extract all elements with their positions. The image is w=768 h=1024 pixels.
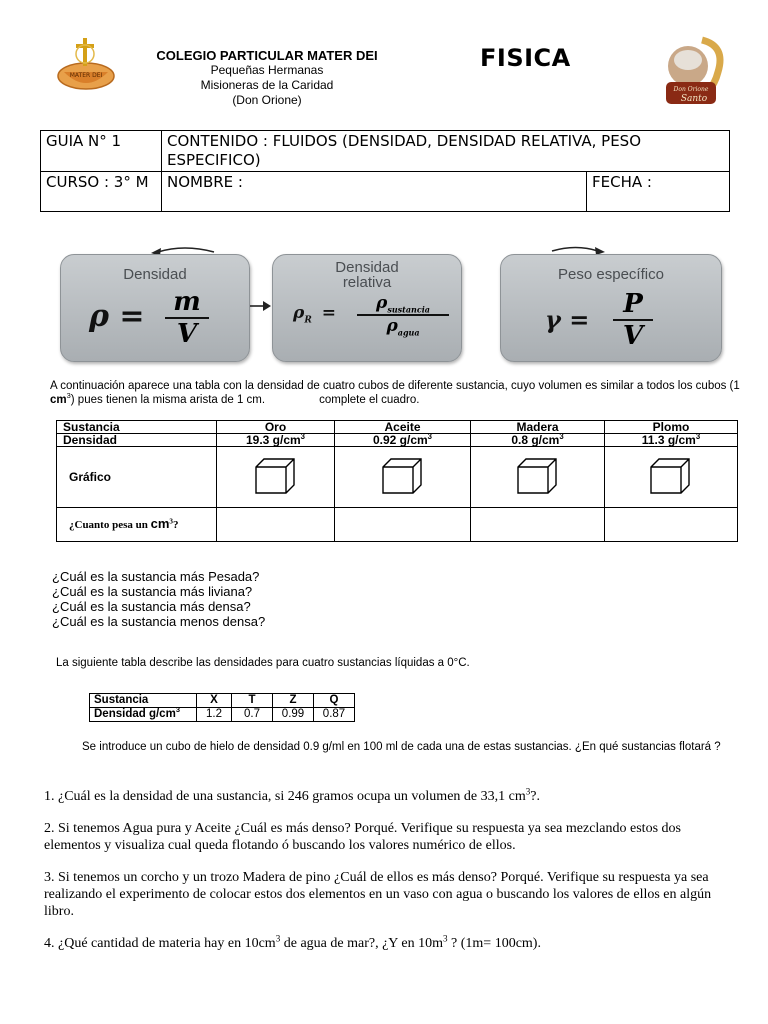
relative-density-formula-box (272, 254, 462, 362)
school-line-2: Pequeñas Hermanas (210, 63, 324, 77)
volume-symbol-2: V (613, 319, 653, 351)
density-madera: 0.8 $g/cm^3$ (471, 434, 605, 447)
density-title: Densidad (123, 266, 187, 283)
question-item: ¿Cuál es la sustancia más densa? (52, 599, 251, 614)
fecha-cell[interactable]: FECHA : (587, 172, 730, 212)
liquids-intro-text: La siguiente tabla describe las densidades para cuatro sustancias líquidas a 0°C. (56, 657, 470, 669)
water-density-symbol: $\rho_{agua}$ (357, 314, 449, 337)
cube-icon (254, 457, 298, 495)
nombre-cell[interactable]: NOMBRE : (162, 172, 587, 212)
rho-symbol: ρ = (89, 299, 145, 334)
guia-cell: GUIA N° 1 (41, 131, 162, 172)
substance-name-plomo: Plomo (605, 421, 738, 434)
substance-name-madera: Madera (471, 421, 605, 434)
contenido-cell: CONTENIDO : FLUIDOS (DENSIDAD, DENSIDAD RELATIVA, PESO ESPECIFICO) (162, 131, 730, 172)
specific-weight-formula-box (500, 254, 722, 362)
weight-answer-plomo[interactable] (605, 508, 738, 542)
substance-name-aceite: Aceite (335, 421, 471, 434)
substance-density-symbol: $\rho_{sustancia}$ (376, 293, 430, 315)
weight-answer-oro[interactable] (217, 508, 335, 542)
density-aceite: 0.92 $g/cm^3$ (335, 434, 471, 447)
cubes-table (56, 420, 738, 542)
school-line-4: (Don Orione) (232, 93, 302, 107)
density-formula-box (60, 254, 250, 362)
weight-symbol: P (623, 289, 643, 319)
row-label-grafico: Gráfico (57, 447, 217, 508)
cube-cell-plomo (605, 447, 738, 508)
cubes-intro-text: A continuación aparece una tabla con la densidad de cuatro cubos de diferente sustancia, cuyo volumen es similar a todos los cubos (1 $cm^3$) pues tienen la misma arista de 1 cm. complete el cuadro. (50, 380, 740, 406)
exercise-2: 2. Si tenemos Agua pura y Aceite ¿Cuál es más denso? Porqué. Verifique su respuesta ya sea mezclando estos dos elementos y visualiza cual queda flotando ó buscando los valores numérico de ellos. (44, 821, 681, 853)
substance-name-oro: Oro (217, 421, 335, 434)
school-line-3: Misioneras de la Caridad (200, 78, 334, 92)
cube-cell-aceite (335, 447, 471, 508)
don-orione-logo (652, 36, 726, 108)
school-logo (52, 32, 120, 98)
liquids-col-label: Sustancia (90, 694, 197, 708)
liquid-name-x: X (197, 694, 232, 708)
relative-density-symbol: $\rho_R$ = (293, 303, 336, 326)
liquids-row-label: Densidad $g/cm^3$ (90, 708, 197, 722)
right-logo-text-2: Santo (680, 94, 708, 104)
arrow-middle-icon (250, 300, 272, 312)
exercises (44, 788, 724, 967)
gamma-symbol: γ = (545, 305, 590, 334)
school-name: COLEGIO PARTICULAR MATER DEI (156, 48, 378, 63)
relative-title-2: relativa (342, 274, 392, 291)
right-logo-text-1: Don Orione (673, 86, 709, 93)
specific-weight-fraction (613, 289, 653, 351)
liquid-name-t: T (232, 694, 273, 708)
relative-density-fraction (357, 293, 449, 338)
curso-cell: CURSO : 3° M (41, 172, 162, 212)
questions-list (52, 569, 265, 629)
cube-icon (381, 457, 425, 495)
density-oro: 19.3 $g/cm^3$ (217, 434, 335, 447)
specific-weight-title: Peso específico (558, 266, 664, 283)
exercise-3: 3. Si tenemos un corcho y un trozo Madera de pino ¿Cuál de ellos es más denso? Porqué. Verifique su respuesta ya sea realizando el experimento de colocar estos dos elementos en un vaso con agua o buscando los valores de ellos en algún libro. (44, 870, 712, 919)
liquid-name-q: Q (314, 694, 355, 708)
liquid-name-z: Z (273, 694, 314, 708)
question-item: ¿Cuál es la sustancia menos densa? (52, 614, 266, 629)
exercise-1: 1. ¿Cuál es la densidad de una sustancia, si 246 gramos ocupa un volumen de 33,1 $cm^3$?. (44, 786, 540, 804)
school-header (136, 48, 398, 108)
weight-answer-aceite[interactable] (335, 508, 471, 542)
liquids-table (89, 693, 355, 722)
liquid-density-q: 0.87 (314, 708, 355, 722)
info-table (40, 130, 730, 212)
cube-cell-oro (217, 447, 335, 508)
density-plomo: 11.3 $g/cm^3$ (605, 434, 738, 447)
cube-icon (516, 457, 560, 495)
ice-question-text: Se introduce un cubo de hielo de densidad 0.9 g/ml en 100 ml de cada una de estas sustancias. ¿En qué sustancias flotará ? (82, 741, 721, 753)
row-label-weight: ¿Cuanto pesa un $cm^3$? (57, 508, 217, 542)
liquid-density-x: 1.2 (197, 708, 232, 722)
question-item: ¿Cuál es la sustancia más liviana? (52, 584, 253, 599)
volume-symbol: V (165, 317, 209, 349)
row-label-densidad: Densidad (57, 434, 217, 447)
cube-icon (649, 457, 693, 495)
liquid-density-z: 0.99 (273, 708, 314, 722)
mass-symbol: m (173, 287, 201, 317)
cube-cell-madera (471, 447, 605, 508)
density-fraction (165, 287, 209, 349)
exercise-4: 4. ¿Qué cantidad de materia hay en $10cm^3$ de agua de mar?, ¿Y en $10m^3$ ? (1m= 100cm). (44, 933, 541, 951)
subject-title: FISICA (480, 44, 571, 72)
left-logo-text: MATER DEI (69, 72, 103, 79)
liquid-density-t: 0.7 (232, 708, 273, 722)
col-label-sustancia: Sustancia (57, 421, 217, 434)
question-item: ¿Cuál es la sustancia más Pesada? (52, 569, 260, 584)
weight-answer-madera[interactable] (471, 508, 605, 542)
relative-title-1: Densidad (335, 259, 399, 276)
